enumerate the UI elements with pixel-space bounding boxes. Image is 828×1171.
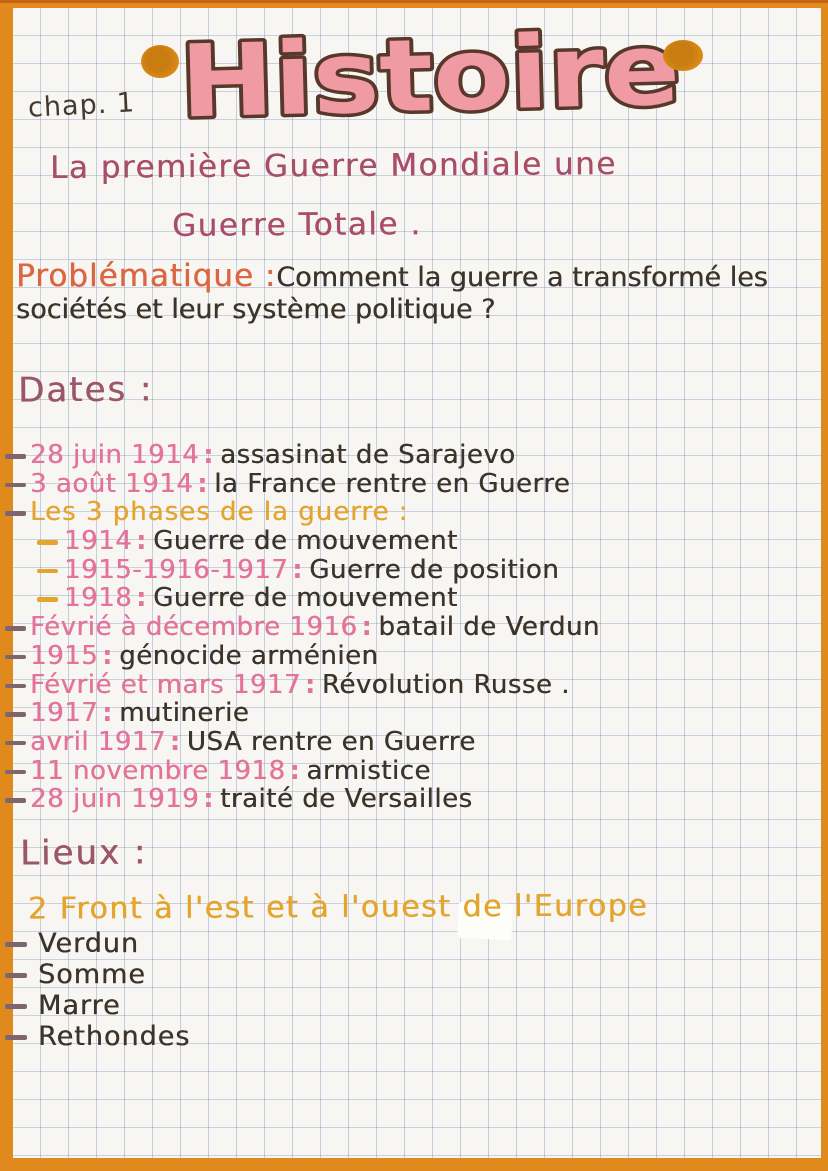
date-row	[0, 642, 828, 671]
subtitle-line-1: La première Guerre Mondiale une	[49, 146, 617, 186]
dates-list	[0, 441, 828, 814]
margin-tick	[5, 741, 26, 746]
margin-tick	[5, 712, 26, 717]
colon-mark: :	[102, 640, 114, 671]
date-description: assasinat de Sarajevo	[220, 440, 516, 470]
date-row	[0, 785, 828, 814]
date-text: Les 3 phases de la guerre :	[30, 497, 409, 528]
date-row	[0, 728, 828, 757]
places-list	[0, 928, 828, 1052]
date-text: 1918	[64, 583, 133, 614]
margin-tick	[37, 597, 58, 602]
dates-section-heading: Dates :	[17, 369, 154, 411]
date-text: 1914	[64, 526, 133, 557]
margin-tick	[5, 483, 26, 488]
place-name: Verdun	[38, 928, 139, 959]
margin-tick	[37, 540, 58, 545]
date-text: Févrié et mars 1917	[30, 669, 301, 700]
date-text: avril 1917	[30, 726, 166, 757]
date-row	[0, 613, 828, 642]
date-row	[0, 527, 828, 556]
date-row	[0, 671, 828, 700]
date-text: 1915-1916-1917	[64, 554, 289, 585]
margin-tick	[5, 1035, 27, 1040]
place-row	[0, 928, 828, 959]
date-description: mutinerie	[119, 698, 250, 729]
colon-mark: :	[292, 554, 304, 585]
place-name: Rethondes	[38, 1021, 191, 1052]
date-text: 11 novembre 1918	[30, 755, 286, 786]
place-row	[0, 959, 828, 990]
place-row	[0, 1021, 828, 1052]
margin-tick	[5, 511, 26, 516]
subtitle-line-2: Guerre Totale .	[171, 206, 422, 244]
margin-tick	[5, 626, 26, 631]
problematique-question: Comment la guerre a transformé les sociétés et leur système politique ?	[16, 262, 768, 325]
date-text: 1915	[30, 640, 99, 671]
date-row	[0, 757, 828, 786]
date-description: Révolution Russe .	[321, 669, 570, 700]
date-text: 1917	[30, 698, 99, 729]
margin-tick	[37, 569, 58, 574]
date-row	[0, 470, 828, 499]
problematique-paragraph	[16, 260, 800, 326]
margin-tick	[5, 942, 27, 947]
place-name: Somme	[38, 959, 146, 990]
lieux-lead-line: 2 Front à l'est et à l'ouest de l'Europe	[27, 888, 649, 927]
date-row	[0, 498, 828, 527]
orange-dot-left	[141, 45, 179, 78]
date-row	[0, 699, 828, 728]
colon-mark: :	[289, 755, 301, 786]
margin-tick	[5, 454, 26, 459]
colon-mark: :	[304, 669, 316, 700]
colon-mark: :	[197, 468, 209, 499]
date-description: génocide arménien	[119, 640, 379, 671]
problematique-label: Problématique :	[16, 258, 277, 294]
lieux-section-heading: Lieux :	[19, 832, 148, 874]
date-description: Guerre de mouvement	[153, 583, 458, 614]
date-description: armistice	[306, 755, 431, 786]
chapter-label: chap. 1	[27, 87, 136, 124]
margin-tick	[5, 798, 26, 803]
date-row	[0, 556, 828, 585]
date-description: la France rentre en Guerre	[214, 468, 571, 499]
orange-dot-right	[663, 40, 703, 71]
date-row	[0, 441, 828, 470]
date-text: 28 juin 1919	[30, 784, 200, 815]
colon-mark: :	[203, 440, 215, 470]
page-title: Histoire	[178, 11, 627, 141]
colon-mark: :	[102, 698, 114, 729]
date-description: USA rentre en Guerre	[186, 726, 476, 757]
margin-tick	[5, 770, 26, 775]
margin-tick	[5, 1004, 27, 1009]
colon-mark: :	[136, 526, 148, 557]
place-name: Marre	[38, 990, 121, 1021]
date-description: batail de Verdun	[378, 612, 600, 643]
date-description: Guerre de mouvement	[153, 526, 458, 557]
margin-tick	[5, 973, 27, 978]
title-bubble-lettering	[148, 0, 711, 149]
place-row	[0, 990, 828, 1021]
colon-mark: :	[361, 612, 373, 643]
date-text: Févrié à décembre 1916	[30, 612, 358, 643]
margin-tick	[5, 655, 26, 660]
date-text: 3 août 1914	[30, 468, 194, 499]
date-description: Guerre de position	[309, 554, 560, 585]
date-row	[0, 584, 828, 613]
colon-mark: :	[203, 784, 215, 815]
date-text: 28 juin 1914	[30, 440, 200, 470]
margin-tick	[5, 684, 26, 689]
colon-mark: :	[169, 726, 181, 757]
date-description: traité de Versailles	[220, 784, 473, 815]
colon-mark: :	[136, 583, 148, 614]
